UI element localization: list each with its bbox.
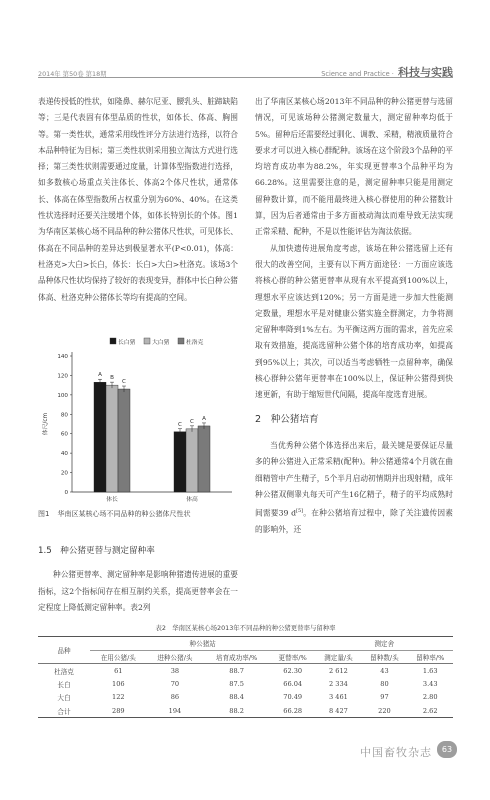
table-cell: 88.4 bbox=[229, 693, 244, 702]
paragraph bbox=[255, 438, 453, 538]
x-tick-label: 体高 bbox=[186, 497, 198, 503]
table-cell: 80 bbox=[380, 679, 389, 688]
bar bbox=[94, 382, 106, 492]
paragraph: 从加快遗传进展角度考虑，该场在种公猪选留上还有很大的改善空间，主要有以下两方面途径：一方面应该选将核心群的种公猪更替率从现有水平提高到100%以上，理想水平应该达到120%；另一方面是进一步加大性能测定数量，理想水平是对健康公猪实施全群测定，力争将测定留种率降到1%左右。为平衡这两方面的需求，首先应采取有效措施，提高选留种公猪个体的培育成功率，如提高到95%以上；其次，可以适当考虑牺牲一点留种率，确保核心群种公猪年更替率在100%以上，保证种公猪得到快速更新，有助于缩短世代间隔，提高年度选育进展。 bbox=[255, 243, 453, 400]
section-heading: 2 种公猪培育 bbox=[255, 413, 319, 425]
figure-caption-text: 华南区某核心场不同品种的种公猪体尺性状 bbox=[57, 510, 191, 518]
table-cell: 97 bbox=[380, 693, 389, 702]
table-cell: 122 bbox=[112, 693, 125, 702]
significance-letter: C bbox=[190, 418, 194, 425]
table-cell: 2.62 bbox=[407, 704, 453, 718]
table-cell: 66.04 bbox=[283, 679, 303, 688]
bar bbox=[198, 426, 210, 492]
paragraph-text: 当优秀种公猪个体选择出来后，最关键是要保证尽量多的种公猪进入正常采精(配种)。种公猪通常4个月就在曲细精管中产生精子，5个半月启动初情期并出现射精，成年种公猪双侧睾丸每天可产生16亿精子，精子的平均成熟时间需要39 d bbox=[255, 440, 453, 518]
legend-label: 杜洛克 bbox=[186, 340, 204, 346]
table-cell: 大白 bbox=[57, 694, 71, 703]
column-header: 留种数/头 bbox=[361, 650, 407, 664]
section-heading: 1.5 种公猪更替与测定留种率 bbox=[38, 546, 155, 556]
table-row-total bbox=[38, 704, 453, 718]
header-breed: 品种 bbox=[38, 637, 90, 664]
significance-letter: C bbox=[122, 379, 126, 386]
y-axis-label: 体尺/cm bbox=[43, 412, 49, 436]
legend-label: 长白猪 bbox=[118, 340, 136, 346]
legend-swatch bbox=[110, 338, 116, 344]
table-cell: 70.49 bbox=[283, 693, 303, 702]
column-header: 留种率/% bbox=[407, 650, 453, 664]
table-cell: 106 bbox=[112, 679, 125, 688]
table-cell: 2.80 bbox=[422, 693, 438, 702]
legend-label: 大白猪 bbox=[152, 340, 170, 346]
column-header: 更替率/% bbox=[270, 650, 315, 664]
column-name-en: Science and Practice bbox=[321, 70, 390, 78]
y-tick-label: 0 bbox=[64, 490, 68, 496]
y-tick-label: 20 bbox=[60, 470, 68, 477]
bar bbox=[174, 432, 186, 492]
table-cell: 1.63 bbox=[422, 666, 438, 675]
left-column-section bbox=[38, 536, 238, 616]
legend-swatch bbox=[144, 338, 150, 344]
table-cell: 长白 bbox=[57, 680, 71, 689]
table-cell: 87.5 bbox=[229, 679, 244, 688]
table-cell: 2 334 bbox=[329, 679, 348, 688]
table-cell: 88.2 bbox=[203, 704, 270, 718]
table-cell: 61 bbox=[114, 666, 123, 675]
significance-letter: C bbox=[178, 421, 182, 428]
bar bbox=[186, 429, 198, 492]
header-group-test: 测定舍 bbox=[315, 637, 453, 651]
paragraph: 出了华南区某核心场2013年不同品种的种公猪更替与选留情况，可见该场种公猪测定数量大，测定留种率均低于5%。留种后还需要经过驯化、调教、采精，精液质量符合要求才可以进入核心群配种。该场在这个阶段3个品种的平均培育成功率为88.2%，年实现更替率3个品种平均为66.28%。这里需要注意的是，测定留种率只能是用测定留种数计算，而不能用最终进入核心群使用的种公猪数计算，因为后者通常由于多方面被动淘汰而难导致无法实现正常采精、配种，不是以性能评估为淘汰依据。 bbox=[255, 97, 453, 237]
paragraph: 表递传授低的性状，如隆鼻、赫尔尼亚、腰乳头、脏蹄缺陷等；三是代表固有体型品质的性状，如体长、体高、胸围等。第一类性状，通常采用线性评分方法进行选择，以符合本品种特征为目标；第三类性状则采用独立淘汰方式进行选择；第三类性状则需要通过度量，计算体型指数进行选择，如多数核心场重点关注体长、体高2个体尺性状，通常体长、体高在体型指数所占权重分别为60%、40%。在这类性状选择时还要关注缓增个体，如体长特别长的个体。图1为华南区某核心场不同品种的种公猪体尺性状，可见体长、体高在不同品种的差异达到极显著水平(P<0.01)，体高：杜洛克>大白>长白，体长：长白>大白>杜洛克。该场3个品种体尺性状均保持了较好的表现变异，群体中长白种公猪体高、杜洛克种公猪体长等均有提高的空间。 bbox=[38, 97, 238, 302]
table-row bbox=[38, 677, 453, 691]
column-header: 培育成功率/% bbox=[203, 650, 270, 664]
table-cell: 3 461 bbox=[329, 693, 348, 702]
table-cell: 38 bbox=[170, 666, 180, 675]
table-cell: 8 427 bbox=[315, 704, 361, 718]
table-cell: 62.30 bbox=[283, 666, 303, 675]
column-name-cn: 科技与实践 bbox=[398, 66, 453, 79]
bar bbox=[106, 385, 118, 492]
y-tick-label: 100 bbox=[57, 392, 68, 399]
table-cell: 杜洛克 bbox=[54, 667, 74, 676]
significance-letter: A bbox=[202, 415, 206, 422]
table-cell: 43 bbox=[380, 666, 389, 675]
data-table bbox=[38, 636, 453, 718]
table-cell: 289 bbox=[90, 704, 147, 718]
table-row bbox=[38, 664, 453, 678]
paragraph-text: 。在种公猪培育过程中，除了关注遗传因素的影响外，还 bbox=[255, 508, 453, 534]
column-header: 进种公猪/头 bbox=[147, 650, 204, 664]
header-divider bbox=[38, 77, 453, 78]
citation: [5] bbox=[296, 508, 304, 515]
table-cell: 220 bbox=[361, 704, 407, 718]
x-tick-label: 体长 bbox=[106, 497, 118, 503]
y-tick-label: 60 bbox=[60, 431, 68, 438]
page-header bbox=[38, 42, 453, 79]
table-cell: 86 bbox=[170, 693, 180, 702]
y-tick-label: 80 bbox=[60, 412, 68, 419]
figure-caption bbox=[38, 509, 238, 519]
column-header: 在用公猪/头 bbox=[90, 650, 147, 664]
paragraph: 种公猪更替率、测定留种率是影响种猪遗传进展的重要指标，这2个指标间存在相互制约关系，提高更替率会在一定程度上降低测定留种率。表2列 bbox=[38, 570, 238, 612]
table-cell: 66.28 bbox=[270, 704, 315, 718]
table-cell: 70 bbox=[170, 679, 180, 688]
column-name: Science and Practice · 科技与实践 bbox=[321, 66, 453, 79]
page-number: 63 bbox=[437, 741, 457, 758]
table-cell: 194 bbox=[147, 704, 204, 718]
y-tick-label: 120 bbox=[57, 373, 68, 380]
significance-letter: B bbox=[110, 375, 114, 382]
y-tick-label: 140 bbox=[57, 354, 68, 360]
right-column-text bbox=[255, 94, 453, 538]
left-column-text bbox=[38, 94, 238, 306]
table-cell: 2 612 bbox=[329, 666, 348, 675]
table-cell: 3.43 bbox=[422, 679, 438, 688]
header-group-station: 种公猪站 bbox=[90, 637, 315, 651]
table-title: 表2 华南区某核心场2013年不同品种的种公猪更替率与留种率 bbox=[155, 624, 336, 632]
table-row bbox=[38, 691, 453, 705]
table-cell: 合计 bbox=[38, 704, 90, 718]
bar-chart bbox=[38, 334, 238, 509]
issue-info: 2014年 第50卷 第18期 bbox=[38, 70, 107, 78]
figure-1 bbox=[38, 334, 238, 509]
table-cell: 88.7 bbox=[229, 666, 244, 675]
legend-swatch bbox=[178, 338, 184, 344]
figure-number: 图1 bbox=[38, 510, 50, 518]
column-header: 测定量/头 bbox=[315, 650, 361, 664]
y-tick-label: 40 bbox=[60, 451, 68, 458]
significance-letter: A bbox=[98, 372, 102, 379]
bar bbox=[118, 389, 130, 492]
journal-brand: 中国畜牧杂志 bbox=[360, 746, 432, 759]
